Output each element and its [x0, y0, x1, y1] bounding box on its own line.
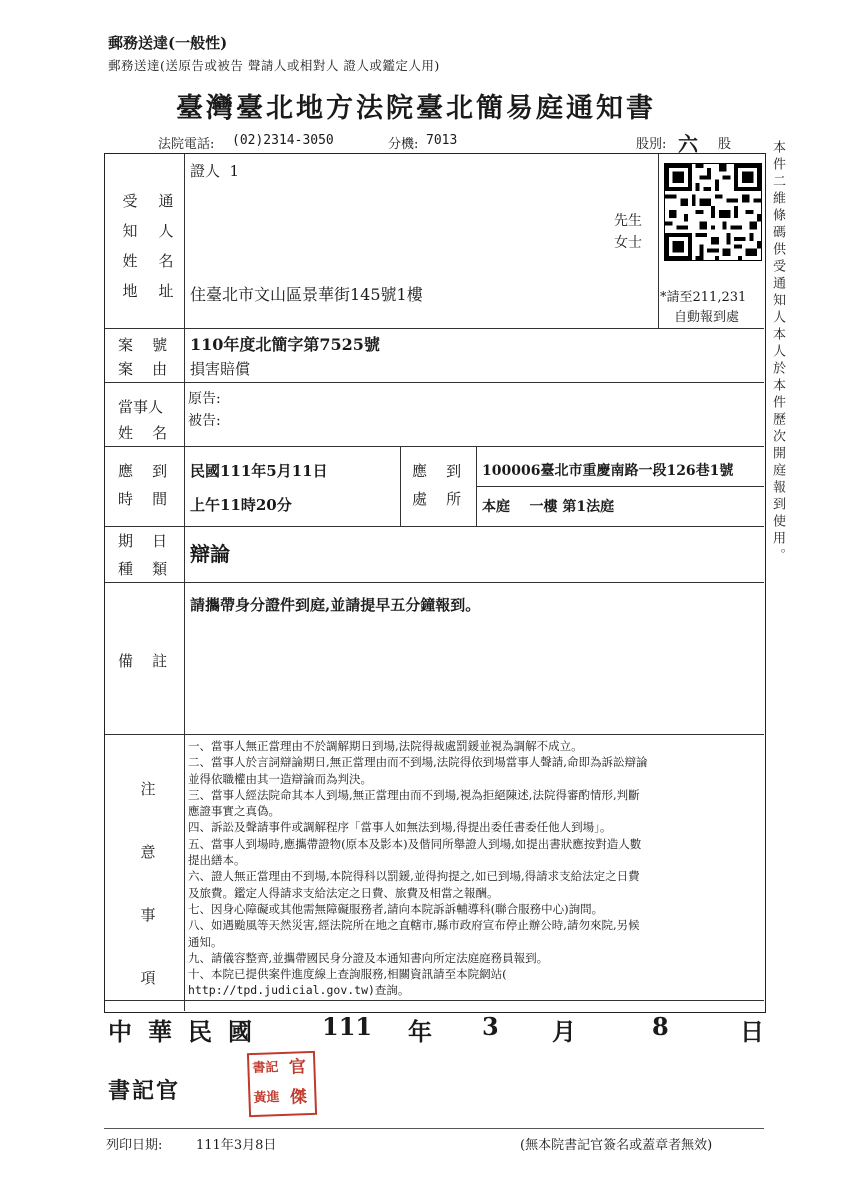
case-no-label: 案 號 [118, 336, 168, 354]
clerk-seal: 書記 官 黃進 傑 [247, 1051, 317, 1117]
note-line: 七、因身心障礙或其他需無障礙服務者,請向本院訴訴輔導科(聯合服務中心)詢問。 [188, 901, 604, 916]
qr-note-line1: *請至211,231 [660, 290, 747, 305]
division-label: 股別: [636, 137, 667, 152]
place-room: 本庭 一樓 第1法庭 [482, 499, 615, 515]
case-cause: 損害賠償 [190, 360, 251, 378]
plaintiff-label: 原告: [188, 391, 221, 407]
case-no: 110年度北簡字第7525號 [190, 335, 380, 354]
place-label-line2: 處 所 [412, 490, 462, 508]
session-label-line2: 種 類 [118, 560, 168, 578]
session-type: 辯論 [190, 542, 230, 566]
print-date-label: 列印日期: [106, 1138, 163, 1153]
recipient-label: 受 知 姓 地 通 人 名 址 [122, 192, 174, 300]
date-era: 中華民國 [108, 1017, 268, 1046]
hearing-date: 民國111年5月11日 [190, 462, 328, 480]
date-day-unit: 日 [740, 1017, 764, 1046]
note-line: 五、當事人到場時,應攜帶證物(原本及影本)及偕同所舉證人到場,如提出書狀應按對造人數 [188, 836, 642, 851]
date-month-unit: 月 [552, 1017, 576, 1046]
qr-code [664, 163, 762, 261]
note-line: 四、訴訟及聲請事件或調解程序「當事人如無法到場,得提出委任書委任他人到場」。 [188, 820, 612, 835]
time-label-line2: 時 間 [118, 490, 168, 508]
phone-label: 法院電話: [158, 137, 215, 152]
clerk-label: 書記官 [108, 1078, 181, 1104]
print-date: 111年3月8日 [196, 1138, 277, 1153]
qr-note-line2: 自動報到處 [674, 310, 740, 325]
note-line: 八、如遇颱風等天然災害,經法院所在地之直轄市,縣市政府宣布停止辦公時,請勿來院,另候 [188, 918, 640, 933]
note-line: 九、請儀容整齊,並攜帶國民身分證及本通知書向所定法庭庭務員報到。 [188, 950, 549, 965]
parties-label-line2: 姓 名 [118, 424, 168, 442]
note-line: 並得依職權由其一造辯論而為判決。 [188, 771, 372, 786]
honorific-mr: 先生 [614, 213, 642, 229]
note-line: 二、當事人於言詞辯論期日,無正當理由而不到場,法院得依到場當事人聲請,命即為訴訟辯論 [188, 755, 648, 770]
ext-label: 分機: [388, 137, 419, 152]
session-label-line1: 期 日 [118, 532, 168, 550]
notes-list [188, 738, 647, 999]
note-line: http://tpd.judicial.gov.tw)查詢。 [188, 983, 410, 998]
honorific-ms: 女士 [614, 235, 642, 251]
footer-divider [104, 1128, 764, 1129]
notes-label: 注 意 事 項 [140, 780, 156, 987]
note-line: 六、證人無正當理由不到場,本院得科以罰鍰,並得拘提之,如已到場,得請求支給法定之日費 [188, 869, 640, 884]
note-line: 通知。 [188, 934, 223, 949]
parties-label-line1: 當事人 [118, 398, 164, 416]
date-day: 8 [652, 1012, 669, 1041]
remarks-label: 備 註 [118, 652, 168, 670]
recipient-address: 住臺北市文山區景華街145號1樓 [190, 285, 423, 304]
ext-number: 7013 [426, 133, 458, 148]
place-label-line1: 應 到 [412, 462, 462, 480]
division-value: 六 [678, 132, 698, 156]
case-cause-label: 案 由 [118, 360, 168, 378]
date-month: 3 [482, 1012, 499, 1041]
note-line: 三、當事人經法院命其本人到場,無正當理由而不到場,視為拒絕陳述,法院得審酌情形,判斷 [188, 787, 640, 802]
note-line: 應證事實之真偽。 [188, 804, 280, 819]
mail-subtype: 郵務送達(送原告或被告 聲請人或相對人 證人或鑑定人用) [108, 58, 440, 73]
validity-note: (無本院書記官簽名或蓋章者無效) [520, 1138, 713, 1153]
division-suffix: 股 [718, 137, 732, 152]
note-line: 提出繕本。 [188, 853, 246, 868]
phone-number: (02)2314-3050 [232, 133, 334, 148]
page-title: 臺灣臺北地方法院臺北簡易庭通知書 [176, 93, 656, 124]
mail-type: 郵務送達(一般性) [108, 34, 228, 52]
date-year-unit: 年 [408, 1017, 432, 1046]
side-note: 本件二維條碼供受通知人本人於本件歷次開庭報到使用。 [770, 140, 785, 565]
place-address: 100006臺北市重慶南路一段126巷1號 [482, 463, 734, 479]
remarks-text: 請攜帶身分證件到庭,並請提早五分鐘報到。 [190, 596, 481, 614]
note-line: 一、當事人無正當理由不於調解期日到場,法院得裁處罰鍰並視為調解不成立。 [188, 739, 583, 753]
time-label-line1: 應 到 [118, 462, 168, 480]
note-line: 十、本院已提供案件進度線上查詢服務,相關資訊請至本院網站( [188, 967, 507, 982]
date-year: 111 [322, 1012, 373, 1041]
hearing-time: 上午11時20分 [190, 496, 292, 514]
defendant-label: 被告: [188, 413, 221, 429]
note-line: 及旅費。鑑定人得請求支給法定之日費、旅費及相當之報酬。 [188, 885, 499, 900]
recipient-name: 證人 1 [190, 162, 240, 180]
